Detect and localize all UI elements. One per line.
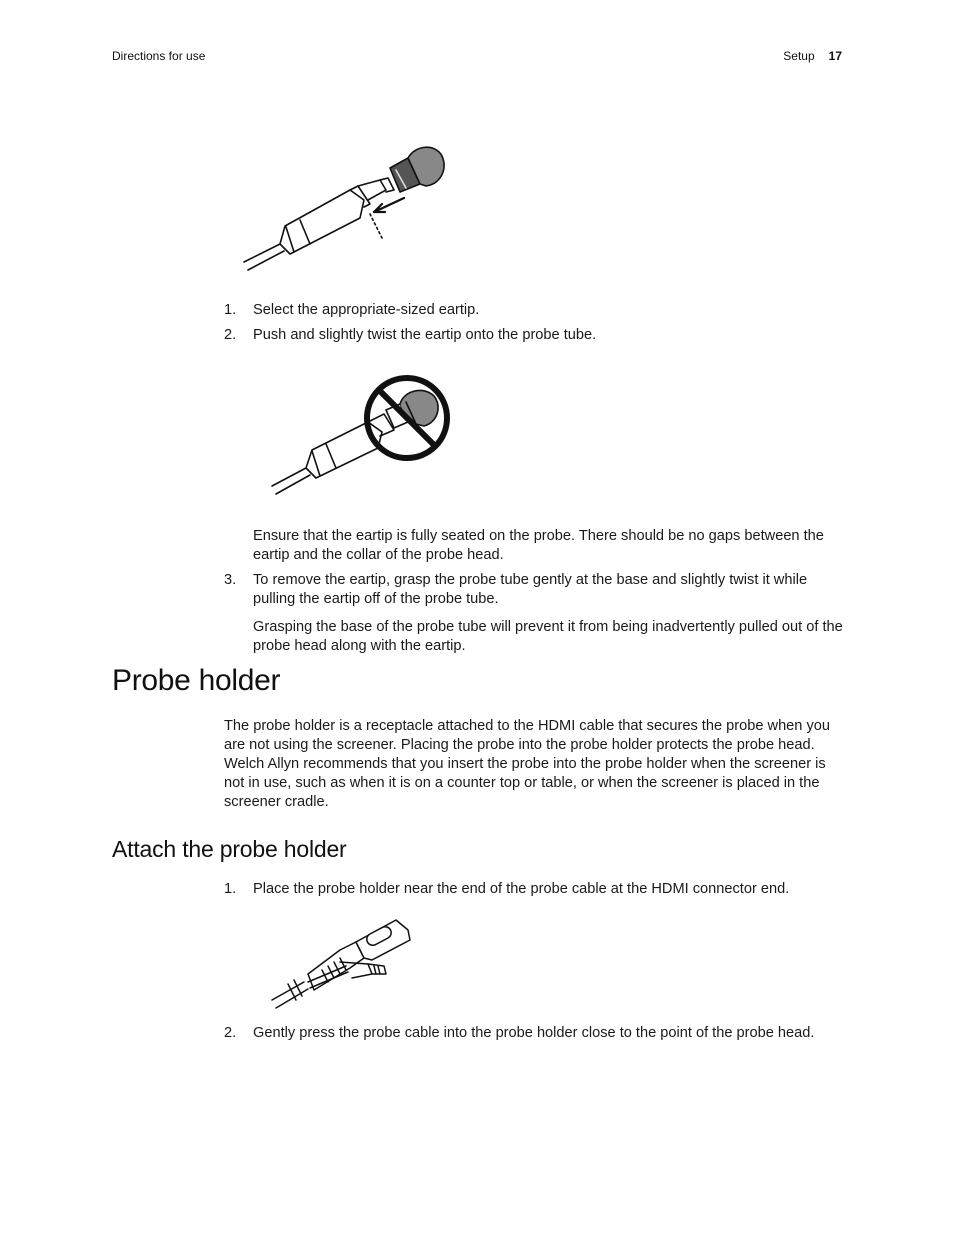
page-number: 17 xyxy=(828,49,842,63)
step-item xyxy=(224,301,844,320)
step-item xyxy=(224,571,844,609)
subsection-heading: Attach the probe holder xyxy=(112,836,347,862)
section-heading: Probe holder xyxy=(112,664,281,697)
probe-holder-illustration xyxy=(268,912,418,1012)
eartip-gap-prohibited-illustration xyxy=(268,370,458,500)
section-name: Setup xyxy=(783,49,815,63)
step-text: To remove the eartip, grasp the probe tube gently at the base and slightly twist it while pulling the eartip off of the probe tube. xyxy=(253,572,808,607)
step-number: 1. xyxy=(224,302,237,318)
step-number: 3. xyxy=(224,572,237,588)
step-item xyxy=(224,880,844,899)
step-text: Place the probe holder near the end of the probe cable at the HDMI connector end. xyxy=(253,881,790,897)
ensure-note: Ensure that the eartip is fully seated on the probe. There should be no gaps between the eartip and the collar of the probe head. xyxy=(253,528,824,563)
running-header-title: Directions for use xyxy=(112,49,206,63)
probe-holder-description: The probe holder is a receptacle attached to the HDMI cable that secures the probe when you are not using the screener. Placing the probe into the probe holder protects the probe head. Welch Allyn recommends that you insert the probe into the probe holder when the screener is not in use, such as when it is on a counter top or table, or when the screener is placed in the screener cradle. xyxy=(224,718,830,810)
grasping-note: Grasping the base of the probe tube will prevent it from being inadvertently pulled out of the probe head along with the eartip. xyxy=(253,619,843,654)
step-number: 2. xyxy=(224,327,237,343)
eartip-attach-illustration xyxy=(240,140,460,275)
step-number: 1. xyxy=(224,881,237,897)
step-number: 2. xyxy=(224,1025,237,1041)
step-text: Push and slightly twist the eartip onto the probe tube. xyxy=(253,327,597,343)
step-item xyxy=(224,326,844,345)
running-header-section xyxy=(783,49,842,63)
step-text: Select the appropriate-sized eartip. xyxy=(253,302,480,318)
step-item xyxy=(224,1024,844,1043)
step-text: Gently press the probe cable into the probe holder close to the point of the probe head. xyxy=(253,1025,815,1041)
